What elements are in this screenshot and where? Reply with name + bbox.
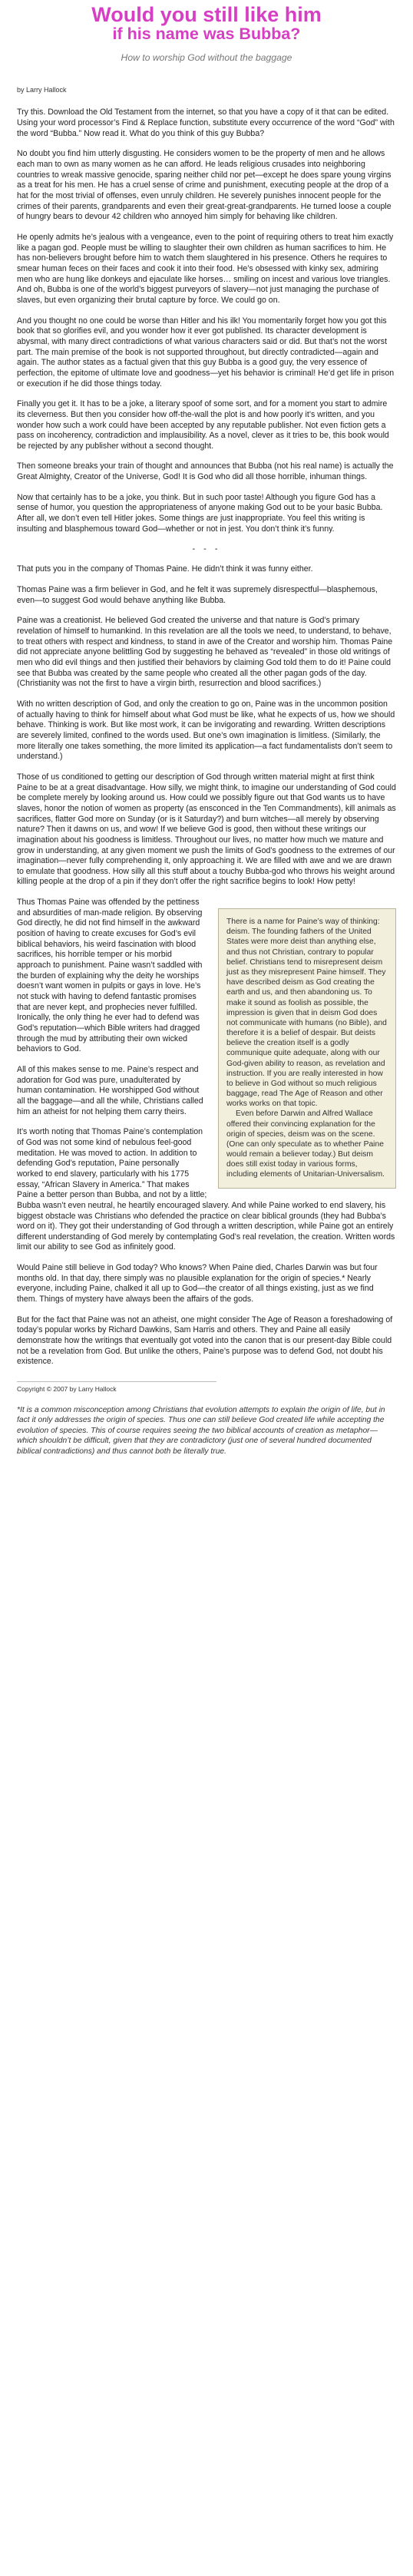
paragraph: Paine was a creationist. He believed God created the universe and that nature is God’s primary revelation of himself to humankind. In this revelation are all the tools we need, to understand, to behave, to treat others with respect and kindness, to stand in awe of the Creator and worship him. Thomas Paine did not appreciate anyone belittling God by suggesting he behaved as “revealed” in those old writings of men who did evil things and then justified their behaviors by claiming God told them to do it! Paine could see that Bubba was created by the same people who created all the other pagan gods of the day. (Christianity was not the first to have a virgin birth, resurrection and blood sacrifices.) xyxy=(17,616,393,689)
section-separator: - - - xyxy=(192,544,221,554)
page-title xyxy=(17,5,396,42)
copyright: Copyright © 2007 by Larry Hallock xyxy=(17,1385,117,1394)
paragraph: He openly admits he’s jealous with a vengeance, even to the point of requiring others to treat him exactly like a pagan god. People must be willing to slaughter their own children as human sacrifices to him. He has non-believers brought before him to watch them slaughtered in his presence. Others he requires to smear human feces on their faces and cook it into their food. He’s obsessed with kinky sex, admiring men who are hung like donkeys and ejaculate like horses… smiling on incest and various love triangles. And oh, Bubba is one of the world’s biggest purveyors of slavery—not just managing the purchase of slaves, but even organizing their brutal capture by force. We could go on. xyxy=(17,233,394,305)
paragraph: Those of us conditioned to getting our description of God through written material might at first think Paine to be at a great disadvantage. How silly, we might think, to imagine our understanding of God could be complete merely by looking around us. How could we possibly figure out that God wants us to have slaves, honor the notion of women as property (as ensconced in the Ten Commandments), kill animals as sacrifices, flatter God more on Sunday (or is it Saturday?) and burn witches—all merely by observing nature? Then it dawns on us, and wow! If we believe God is good, then without these writings our imagination about his goodness is limitless. Throughout our lives, no matter how much we mature and grow in understanding, at any given moment we push the limits of God’s goodness to the extremes of our imagination—never fully comprehending it, only approaching it. We are filled with awe and we are drawn to emulate that goodness. How silly all this stuff about a touchy Bubba-god who throws his weight around killing people at the drop of a pin if they don’t offer the right sacrifice begins to look! How petty! xyxy=(17,772,396,887)
paragraph: It’s worth noting that Thomas Paine’s contemplation of God was not some kind of nebulous feel-good meditation. He was moved to action. In addition to defending God’s reputation, Paine personally worked to end slavery, particularly with his 1775 essay, “African Slavery in America.” That makes Paine a better person than Bubba, and not by a little; Bubba wasn’t even neutral, he heartily encouraged slavery. And while Paine worked to end slavery, his biggest obstacle was Christians who defended the practice on clear biblical grounds (they had Bubba’s word on it). They got their understanding of God through a written description, while Paine got an entirely different understanding of God merely by contemplating God’s real revelation, the creation. Written words limit our ability to see God as infinitely good. xyxy=(17,1127,395,1252)
paragraph: Now that certainly has to be a joke, you think. But in such poor taste! Although you figure God has a sense of humor, you question the appropriateness of anyone making God out to be your basic Bubba. After all, we don’t even tell Hitler jokes. Some things are just inappropriate. You feel this writing is insulting and blasphemous toward God—whether or not in jest. You don’t think it’s funny. xyxy=(17,492,383,534)
paragraph: That puts you in the company of Thomas Paine. He didn’t think it was funny either. xyxy=(17,564,313,574)
footnote: *It is a common misconception among Christians that evolution attempts to explain the origin of life, but in fact it only addresses the origin of species. Thus one can still believe God created life while accepting the evolution of species. This of course requires seeing the two biblical accounts of creation as metaphor—which shouldn’t be difficult, given that they are contradictory (just one of several hundred documented biblical contradictions) and thus cannot both be literally true. xyxy=(17,1406,385,1456)
paragraph: But for the fact that Paine was not an atheist, one might consider The Age of Reason a foreshadowing of today’s popular works by Richard Dawkins, Sam Harris and others. They and Paine all easily demonstrate how the writings that eventually got voted into the canon that is our present-day Bible could not be a revelation from God. But unlike the others, Paine’s purpose was to defend God, not doubt his existence. xyxy=(17,1314,393,1367)
paragraph: And you thought no one could be worse than Hitler and his ilk! You momentarily forget how you got this book that so glorifies evil, and you wonder how it ever got published. Its character development is abysmal, with many direct contradictions of what various characters said or did. But that’s not the worst part. The main premise of the book is not supported throughout, but directly contradicted—again and again. The author states as a factual given that this guy Bubba is a good guy, the very essence of perfection, the epitome of ultimate love and goodness—yet his behavior is criminal! He’d get life in prison or execution if he did those things today. xyxy=(17,316,395,389)
paragraph: Finally you get it. It has to be a joke, a literary spoof of some sort, and for a moment you start to admire its cleverness. But then you consider how off-the-wall the plot is and how poorly it’s written, and you wonder how such a work could have been accepted by any reputable publisher. Not even fiction gets a pass on incoherency, contradiction and implausibility. As a novel, clever as it tries to be, this book would be rejected by any publisher without a second thought. xyxy=(17,399,389,451)
footer-divider xyxy=(17,1381,216,1382)
paragraph: Then someone breaks your train of thought and announces that Bubba (not his real name) is actually the Great Almighty, Creator of the Universe, God! It is God who did all those horrible, inhuman things. xyxy=(17,461,394,482)
sidebar-paragraph: There is a name for Paine’s way of thinking: deism. The founding fathers of the United States were more deist than anything else, and thus not Christian, contrary to popular belief. Christians tend to misrepresent deism just as they misrepresent Paine himself. They have described deism as God creating the earth and us, and then abandoning us. To make it sound as foolish as possible, the impression is given that in deism God does not communicate with humans (no Bible), and therefore it is a belief of despair. But deists believe the creation itself is a godly communique quite adequate, along with our God-given ability to reason, as revelation and instruction. If you are really interested in how to believe in God without so much religious baggage, read The Age of Reason and other works works on that topic. xyxy=(226,918,387,1109)
title-line-1: Would you still like him xyxy=(91,3,322,26)
paragraph: Thus Thomas Paine was offended by the pettiness and absurdities of man-made religion. By observing God directly, he did not find himself in the awkward position of having to create excuses for God’s evil biblical behaviors, his weird fascination with blood sacrifices, his horrible temper or his morbid approach to punishment. Paine wasn’t saddled with the burden of explaining why the deity he worships doesn’t want women in pulpits or gays in love. He’s not stuck with having to defend fantastic promises that are never kept, and prophecies never fulfilled. Ironically, the only thing he ever had to defend was God’s reputation—which Bible writers had dragged through the mud by attributing their own wicked behaviors to God. xyxy=(17,898,203,1054)
sidebar-paragraph: Even before Darwin and Alfred Wallace offered their convincing explanation for the origin of species, deism was on the scene. (One can only speculate as to whether Paine would remain a believer today.) But deism does still exist today in various forms, including elements of Unitarian-Universalism. xyxy=(226,1109,385,1179)
subtitle: How to worship God without the baggage xyxy=(121,52,292,64)
paragraph: Thomas Paine was a firm believer in God, and he felt it was supremely disrespectful—blasphemous, even—to suggest God would behave anything like Bubba. xyxy=(17,585,378,605)
byline: by Larry Hallock xyxy=(17,86,67,94)
deism-sidebar xyxy=(218,908,396,1188)
paragraph: With no written description of God, and only the creation to go on, Paine was in the uncommon position of actually having to think for himself about what God must be like, what he expects of us, how we should behave. Thinking is work. But like most work, it can be invigorating and rewarding. Written descriptions are severely limited, confined to the words used. But one’s own imagination is limitless. (Similarly, the more literally one takes something, the more limited its application—a fact fundamentalists don’t seem to understand.) xyxy=(17,699,395,762)
paragraph: Try this. Download the Old Testament from the internet, so that you have a copy of it that can be edited. Using your word processor’s Find & Replace function, substitute every occurrence of the word “God” with the word “Bubba.” Now read it. What do you think of this guy Bubba? xyxy=(17,107,395,138)
paragraph: All of this makes sense to me. Paine’s respect and adoration for God was pure, unadulterated by human contamination. He worshipped God without all the baggage—and all the while, Christians called him an atheist for not helping them carry theirs. xyxy=(17,1064,203,1116)
paragraph: Would Paine still believe in God today? Who knows? When Paine died, Charles Darwin was but four months old. In that day, there simply was no plausible explanation for the origin of species.* Nearly everyone, including Paine, chalked it all up to God—the creator of all things existing, just as we find them. Things of mystery have always been the affairs of the gods. xyxy=(17,1263,378,1305)
title-line-2: if his name was Bubba? xyxy=(112,24,301,43)
paragraph: No doubt you find him utterly disgusting. He considers women to be the property of men and he allows each man to own as many women as he can afford. He leads religious crusades into neighboring countries to wreak massive genocide, sparing neither child nor pet—except he does spare young virgins as a treat for his men. He has a cruel sense of crime and punishment, executing people at the drop of a hat for the most trivial of offenses, even unruly children. He severely punishes innocent people for the crimes of their parents, grandparents and even their great-great-grandparents. He turned loose a couple of hungry bears to devour 42 children who annoyed him simply for behaving like children. xyxy=(17,149,392,222)
